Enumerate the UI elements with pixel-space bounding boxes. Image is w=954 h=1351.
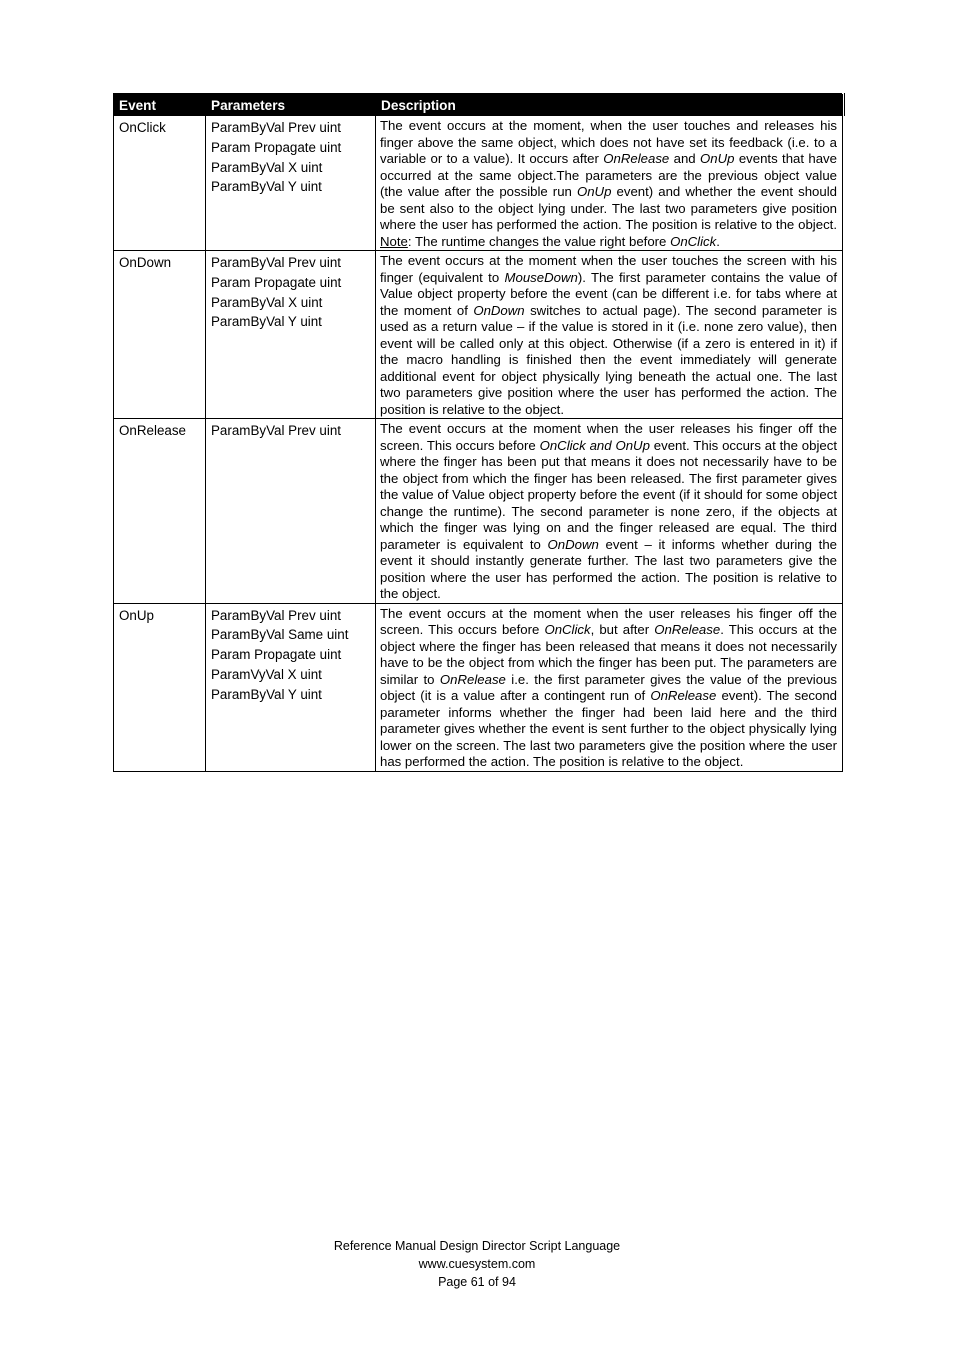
- description-cell: [376, 603, 843, 771]
- description-emphasis: MouseDown: [504, 269, 578, 285]
- description-text: The event occurs at the moment when the user releases his finger off the screen. This occurs before: [380, 605, 837, 637]
- event-name-cell: OnUp: [114, 603, 206, 771]
- parameters-cell: [206, 116, 376, 251]
- description-emphasis: OnRelease: [650, 688, 717, 703]
- description-emphasis: OnDown: [473, 302, 525, 318]
- description-emphasis: OnClick: [670, 233, 717, 249]
- description-text: , but after: [590, 622, 655, 637]
- parameters-cell: [206, 419, 376, 604]
- description-text: switches to actual page). The second parameter is used as a return value – if the value is stored in it (i.e. none zero value), then event will be called only at this object. Otherwise (if a zero is entered in it) if the macro handling is finished then the event immediately will generate additional event for object physically lying beneath the actual one. The last two parameters give position where the user has performed the action. The position is relative to the object.: [380, 302, 837, 417]
- parameter-item: ParamByVal Prev uint: [211, 120, 341, 135]
- description-text: event). The second parameter informs whether the finger had been laid here and the third parameter gives whether the event is sent further to the object physically lying lower on the screen. The last two parameters give the position where the user has performed the action. The position is relative to the object.: [380, 688, 837, 769]
- description-emphasis: OnRelease: [654, 622, 721, 637]
- parameter-item: ParamByVal Same uint: [211, 627, 349, 643]
- parameter-item: ParamByVal Y uint: [211, 179, 322, 195]
- table-body: [114, 116, 843, 772]
- parameters-cell: [206, 603, 376, 771]
- description-text: The event occurs at the moment when the user touches the screen with his finger (equivalent to: [380, 253, 837, 285]
- description-text: ). The first parameter contains the value of Value object property before the event (can be different i.e. for tabs where at the moment of: [380, 269, 837, 318]
- description-cell: [376, 419, 843, 604]
- description-emphasis: OnClick: [544, 622, 591, 637]
- parameter-item: ParamByVal Y uint: [211, 314, 322, 330]
- parameter-item: Param Propagate uint: [211, 647, 342, 663]
- description-text: : The runtime changes the value right before: [407, 233, 671, 249]
- event-name-cell: OnDown: [114, 251, 206, 419]
- parameter-item: Param Propagate uint: [211, 274, 342, 290]
- parameter-item: ParamByVal X uint: [211, 294, 323, 310]
- description-text: and: [669, 151, 700, 166]
- parameter-item: ParamByVal Y uint: [211, 686, 322, 702]
- parameter-item: ParamByVal Prev uint: [211, 607, 341, 623]
- description-text: The event occurs at the moment, when the user touches and releases his finger above the same object, which does not have set its feedback (i.e. to a variable or to a value). It occurs after: [380, 118, 837, 166]
- table-row: [114, 251, 843, 419]
- description-text: event) and whether the event should be sent also to the object lying under. The last two parameters give position where the user has performed the action. The position is relative to the object.: [380, 184, 837, 232]
- description-cell: [376, 116, 843, 251]
- description-text: event. This occurs at the object where the finger has been put that means it does not necessarily have to be the object from which the finger has been released. The first parameter gives the value of Value object property before the event (if it should for some object change the runtime). The second parameter is none zero, if the objects at which the finger was lying on and the finger released are equal. The third parameter is equivalent to: [380, 437, 837, 552]
- parameter-item: ParamByVal Prev uint: [211, 255, 341, 270]
- description-note-label: Note: [380, 233, 408, 249]
- header-row: [114, 94, 843, 116]
- description-emphasis: OnRelease: [439, 671, 506, 687]
- header-description: Description: [376, 94, 843, 116]
- table-row: [114, 419, 843, 604]
- footer-url: www.cuesystem.com: [418, 1257, 536, 1271]
- description-text: events that have occurred at the same object.The parameters are the previous object value (the value after the possible run: [380, 151, 837, 199]
- header-event: Event: [114, 94, 206, 116]
- description-text: . This occurs at the object where the finger has been released that means it does not necessarily have to be the object from which the finger has been put. The parameters are similar to: [380, 622, 837, 687]
- parameter-item: ParamByVal Prev uint: [211, 423, 341, 438]
- footer-title: Reference Manual Design Director Script Language: [333, 1239, 621, 1253]
- description-emphasis: OnUp: [700, 151, 735, 166]
- footer-page-number: Page 61 of 94: [438, 1275, 516, 1289]
- parameters-cell: [206, 251, 376, 419]
- parameter-item: ParamVyVal X uint: [211, 666, 322, 682]
- description-emphasis: OnDown: [547, 536, 599, 552]
- parameter-item: ParamByVal X uint: [211, 159, 323, 175]
- description-emphasis: OnUp: [576, 184, 612, 199]
- description-text: The event occurs at the moment when the user releases his finger off the screen. This occurs before: [380, 421, 837, 453]
- description-emphasis: OnRelease: [603, 151, 670, 166]
- table-row: [114, 116, 843, 251]
- header-parameters: Parameters: [206, 94, 376, 116]
- parameter-item: Param Propagate uint: [211, 139, 342, 155]
- description-text: event – it informs whether during the event it should instantly generate further. The last two parameters give the position where the user has performed the action. The position is relative to the object.: [380, 536, 837, 601]
- description-emphasis: OnClick and OnUp: [539, 437, 650, 453]
- description-text: .: [716, 233, 720, 249]
- table-row: [114, 603, 843, 771]
- events-table: [113, 93, 845, 772]
- event-name-cell: OnRelease: [114, 419, 206, 604]
- description-cell: [376, 251, 843, 419]
- event-name-cell: OnClick: [114, 116, 206, 251]
- description-text: i.e. the first parameter gives the value of the previous object (it is a value after a contingent run of: [380, 671, 838, 703]
